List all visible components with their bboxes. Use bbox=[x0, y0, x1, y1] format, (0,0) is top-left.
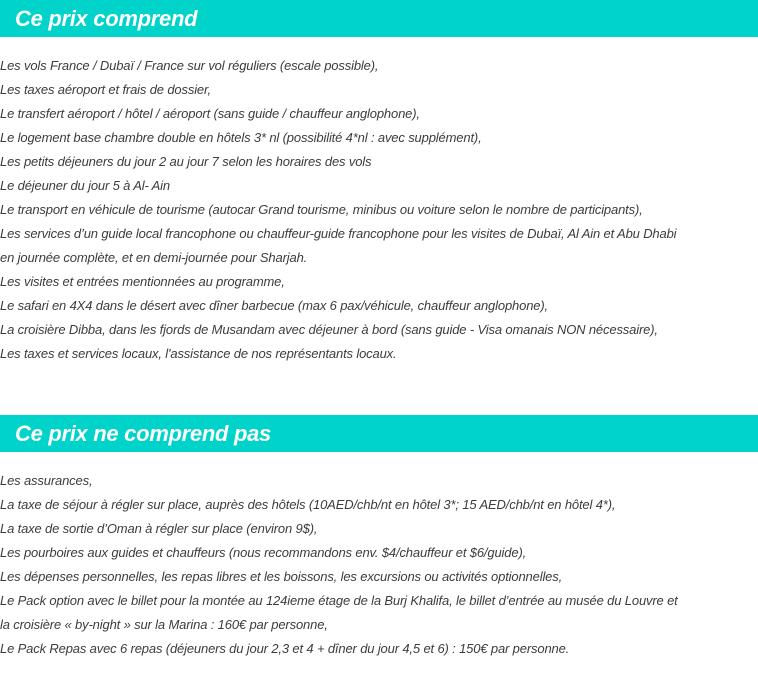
excluded-list bbox=[0, 469, 758, 661]
list-item: Les petits déjeuners du jour 2 au jour 7 selon les horaires des vols bbox=[0, 154, 372, 169]
list-item: Le déjeuner du jour 5 à Al- Ain bbox=[0, 178, 170, 193]
excluded-section bbox=[0, 415, 758, 661]
list-item: La taxe de sortie d’Oman à régler sur place (environ 9$), bbox=[0, 521, 318, 536]
excluded-header bbox=[0, 415, 758, 452]
list-item: Le Pack Repas avec 6 repas (déjeuners du jour 2,3 et 4 + dîner du jour 4,5 et 6) : 150€ par personne. bbox=[0, 641, 570, 656]
list-item: La taxe de séjour à régler sur place, auprès des hôtels (10AED/chb/nt en hôtel 3*; 15 AED/chb/nt en hôtel 4*), bbox=[0, 497, 616, 512]
list-item: Le transport en véhicule de tourisme (autocar Grand tourisme, minibus ou voiture selon le nombre de participants), bbox=[0, 202, 643, 217]
list-item: Le safari en 4X4 dans le désert avec dîner barbecue (max 6 pax/véhicule, chauffeur anglophone), bbox=[0, 298, 548, 313]
list-item: Les vols France / Dubaï / France sur vol réguliers (escale possible), bbox=[0, 58, 379, 73]
included-header bbox=[0, 0, 758, 37]
list-item: Le Pack option avec le billet pour la montée au 124ieme étage de la Burj Khalifa, le billet d’entrée au musée du Louvre et bbox=[0, 593, 678, 608]
excluded-title: Ce prix ne comprend pas bbox=[15, 420, 271, 446]
list-item: Les dépenses personnelles, les repas libres et les boissons, les excursions ou activités optionnelles, bbox=[0, 569, 563, 584]
list-item: Les taxes et services locaux, l'assistance de nos représentants locaux. bbox=[0, 346, 397, 361]
list-item: Le logement base chambre double en hôtels 3* nl (possibilité 4*nl : avec supplément), bbox=[0, 130, 482, 145]
included-list bbox=[0, 54, 758, 366]
list-item: Les services d’un guide local francophone ou chauffeur-guide francophone pour les visites de Dubaï, Al Ain et Abu Dhabi bbox=[0, 226, 677, 241]
list-item: Les pourboires aux guides et chauffeurs (nous recommandons env. $4/chauffeur et $6/guide), bbox=[0, 545, 527, 560]
list-item: La croisière Dibba, dans les fjords de Musandam avec déjeuner à bord (sans guide - Visa omanais NON nécessaire), bbox=[0, 322, 658, 337]
included-title: Ce prix comprend bbox=[15, 5, 198, 31]
list-item: Le transfert aéroport / hôtel / aéroport (sans guide / chauffeur anglophone), bbox=[0, 106, 420, 121]
list-item: la croisière « by-night » sur la Marina : 160€ par personne, bbox=[0, 617, 328, 632]
list-item: en journée complète, et en demi-journée pour Sharjah. bbox=[0, 250, 308, 265]
list-item: Les visites et entrées mentionnées au programme, bbox=[0, 274, 285, 289]
list-item: Les taxes aéroport et frais de dossier, bbox=[0, 82, 211, 97]
list-item: Les assurances, bbox=[0, 473, 93, 488]
